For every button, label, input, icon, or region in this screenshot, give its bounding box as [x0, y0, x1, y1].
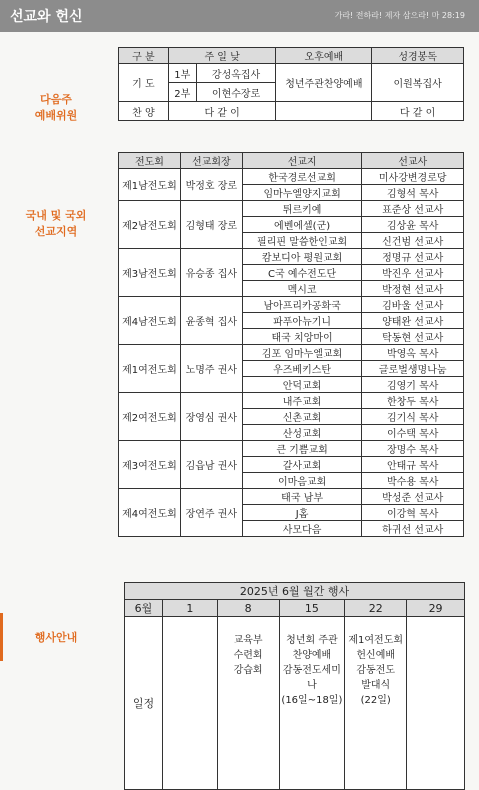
mission-place: 큰 기쁨교회: [242, 441, 362, 457]
events-caption: 2025년 6월 월간 행사: [125, 583, 465, 600]
missions-label: [0, 208, 112, 240]
mission-missionary: 박정현 선교사: [362, 281, 464, 297]
praise-label: 찬 양: [119, 102, 169, 121]
header-category: 구 분: [119, 48, 169, 64]
mission-place: 산성교회: [242, 425, 362, 441]
header-place: 선교지: [242, 153, 362, 169]
mission-row: [119, 297, 464, 313]
mission-place: 우즈베키스탄: [242, 361, 362, 377]
event-29: [407, 617, 465, 790]
mission-missionary: 김기식 목사: [362, 409, 464, 425]
header-group: 전도회: [119, 153, 181, 169]
mission-missionary: 글로벌생명나눔: [362, 361, 464, 377]
mission-row: [119, 393, 464, 409]
mission-row: [119, 489, 464, 505]
mission-place: 한국경로선교회: [242, 169, 362, 185]
mission-row: [119, 201, 464, 217]
mission-missionary: 이수택 목사: [362, 425, 464, 441]
mission-group-name: 제2여전도회: [119, 393, 181, 441]
prayer-part-2: 2부: [168, 83, 196, 102]
mission-place: 남아프리카공화국: [242, 297, 362, 313]
header-reading: 성경봉독: [372, 48, 464, 64]
mission-place: 태국 치앙마이: [242, 329, 362, 345]
mission-missionary: 신건범 선교사: [362, 233, 464, 249]
event-8: 교육부 수련회 강습회: [217, 617, 279, 790]
mission-group-leader: 김읍남 권사: [180, 441, 242, 489]
mission-group-name: 제2남전도회: [119, 201, 181, 249]
mission-place: 김포 임마누엘교회: [242, 345, 362, 361]
mission-place: 이마음교회: [242, 473, 362, 489]
mission-missionary: 박영옥 목사: [362, 345, 464, 361]
prayer-label: 기 도: [119, 64, 169, 102]
mission-place: 튀르키예: [242, 201, 362, 217]
missions-table: [118, 152, 464, 537]
worship-committee-table: [118, 47, 464, 121]
events-text: 행사안내: [34, 631, 78, 644]
month-header: 6월: [125, 600, 163, 617]
header-missionary: 선교사: [362, 153, 464, 169]
mission-missionary: 김바울 선교사: [362, 297, 464, 313]
mission-missionary: 표준상 선교사: [362, 201, 464, 217]
event-1: [162, 617, 217, 790]
afternoon-worship: 청년주관찬양예배: [276, 64, 372, 102]
mission-place: 안덕교회: [242, 377, 362, 393]
events-label: [0, 630, 112, 646]
praise-morning: 다 같 이: [168, 102, 276, 121]
event-22: 제1여전도회 헌신예배 감동전도 발대식 (22일): [345, 617, 407, 790]
date-8: 8: [217, 600, 279, 617]
header-afternoon: 오후예배: [276, 48, 372, 64]
header-leader: 선교회장: [180, 153, 242, 169]
page-title: 선교와 헌신: [10, 9, 83, 25]
mission-place: C국 예수전도단: [242, 265, 362, 281]
prayer-part-1: 1부: [168, 64, 196, 83]
mission-group-name: 제3여전도회: [119, 441, 181, 489]
mission-missionary: 장명수 목사: [362, 441, 464, 457]
schedule-label: 일정: [125, 617, 163, 790]
mission-missionary: 이강혁 목사: [362, 505, 464, 521]
mission-missionary: 미사강변경로당: [362, 169, 464, 185]
mission-group-name: 제1남전도회: [119, 169, 181, 201]
mission-place: 신촌교회: [242, 409, 362, 425]
mission-row: [119, 441, 464, 457]
prayer-name-2: 이현수장로: [196, 83, 276, 102]
mission-missionary: 탁동현 선교사: [362, 329, 464, 345]
mission-place: 사모다음: [242, 521, 362, 537]
date-15: 15: [279, 600, 345, 617]
mission-group-leader: 장연주 권사: [180, 489, 242, 537]
mission-missionary: 한창두 목사: [362, 393, 464, 409]
mission-group-leader: 윤종혁 집사: [180, 297, 242, 345]
mission-missionary: 정명규 선교사: [362, 249, 464, 265]
mission-place: 멕시코: [242, 281, 362, 297]
mission-group-name: 제1여전도회: [119, 345, 181, 393]
event-15: 청년회 주관 찬양예배 감동전도세미나 (16일~18일): [279, 617, 345, 790]
mission-group-leader: 장영심 권사: [180, 393, 242, 441]
mission-group-name: 제4여전도회: [119, 489, 181, 537]
mission-missionary: 김영기 목사: [362, 377, 464, 393]
prayer-name-1: 강성옥집사: [196, 64, 276, 83]
mission-missionary: 안태규 목사: [362, 457, 464, 473]
mission-missionary: 박성준 선교사: [362, 489, 464, 505]
worship-committee-text: 다음주 예배위원: [34, 93, 78, 122]
mission-group-leader: 김형태 장로: [180, 201, 242, 249]
mission-group-name: 제3남전도회: [119, 249, 181, 297]
mission-missionary: 김형석 목사: [362, 185, 464, 201]
mission-group-name: 제4남전도회: [119, 297, 181, 345]
mission-missionary: 하귀선 선교사: [362, 521, 464, 537]
worship-committee-label: [0, 92, 112, 124]
header-verse: 가라! 전하라! 제자 삼으라! 마 28:19: [334, 11, 465, 20]
mission-group-leader: 노명주 권사: [180, 345, 242, 393]
missions-text: 국내 및 국외 선교지역: [25, 209, 87, 238]
mission-row: [119, 345, 464, 361]
mission-place: 에벤에셀(군): [242, 217, 362, 233]
mission-place: 캄보디아 평원교회: [242, 249, 362, 265]
mission-missionary: 양태완 선교사: [362, 313, 464, 329]
mission-place: 갈사교회: [242, 457, 362, 473]
mission-group-leader: 박정호 장로: [180, 169, 242, 201]
mission-row: [119, 249, 464, 265]
praise-empty: [276, 102, 372, 121]
mission-place: 필리핀 말씀한인교회: [242, 233, 362, 249]
date-22: 22: [345, 600, 407, 617]
header-bar: [0, 0, 479, 32]
mission-row: [119, 169, 464, 185]
bible-reading: 이원복집사: [372, 64, 464, 102]
mission-missionary: 김상윤 목사: [362, 217, 464, 233]
mission-place: 파푸아뉴기니: [242, 313, 362, 329]
date-1: 1: [162, 600, 217, 617]
mission-place: 내주교회: [242, 393, 362, 409]
mission-group-leader: 유승종 집사: [180, 249, 242, 297]
praise-afternoon: 다 같 이: [372, 102, 464, 121]
mission-place: 임마누엘양지교회: [242, 185, 362, 201]
monthly-events-table: [124, 582, 465, 790]
date-29: 29: [407, 600, 465, 617]
mission-place: 태국 남부: [242, 489, 362, 505]
header-sunday-morning: 주 일 낮: [168, 48, 276, 64]
mission-place: J홈: [242, 505, 362, 521]
mission-missionary: 박수용 목사: [362, 473, 464, 489]
mission-missionary: 박진우 선교사: [362, 265, 464, 281]
